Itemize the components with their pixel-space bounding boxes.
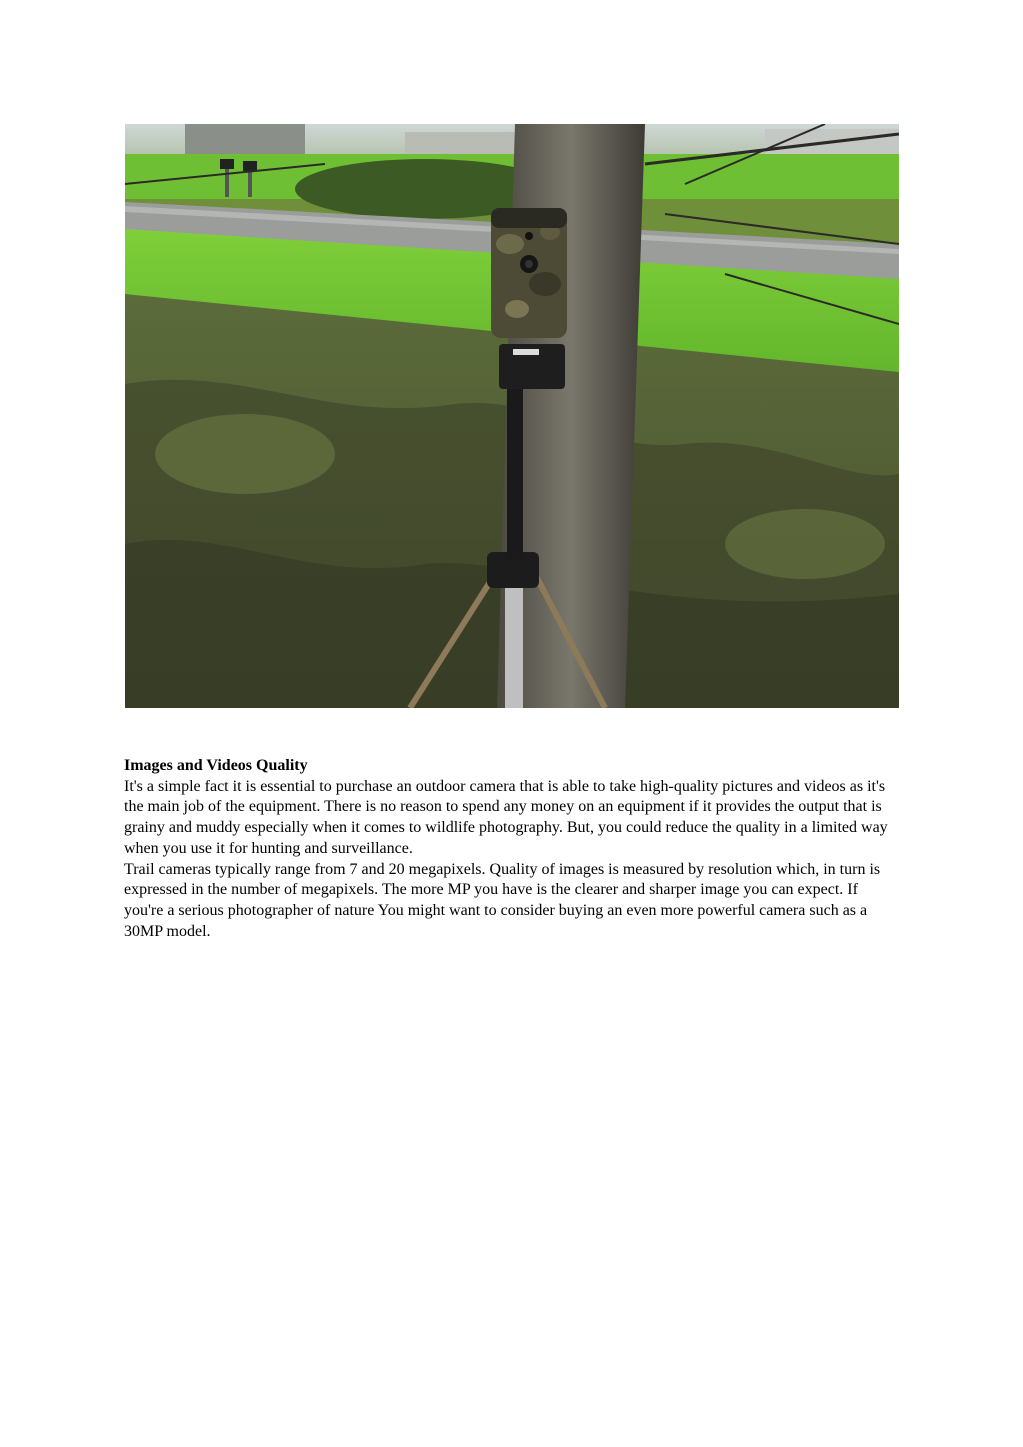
paragraph-megapixels: Trail cameras typically range from 7 and 20 megapixels. Quality of images is measured by resolution which, in turn is expressed in the number of megapixels. The more MP you have is the clearer and sharper image you can expect. If you're a serious photographer of nature You might want to consider buying an even more powerful camera such as a 30MP model.	[124, 860, 881, 940]
section-heading: Images and Videos Quality	[124, 757, 308, 774]
article	[124, 756, 899, 942]
paragraph-image-quality: It's a simple fact it is essential to purchase an outdoor camera that is able to take high-quality pictures and videos as it's the main job of the equipment. There is no reason to spend any money on an equipment if it provides the output that is grainy and muddy especially when it comes to wildlife photography. But, you could reduce the quality in a limited way when you use it for hunting and surveillance.	[124, 777, 888, 857]
photo-illustration	[125, 124, 899, 708]
trail-camera-photo	[125, 124, 899, 708]
